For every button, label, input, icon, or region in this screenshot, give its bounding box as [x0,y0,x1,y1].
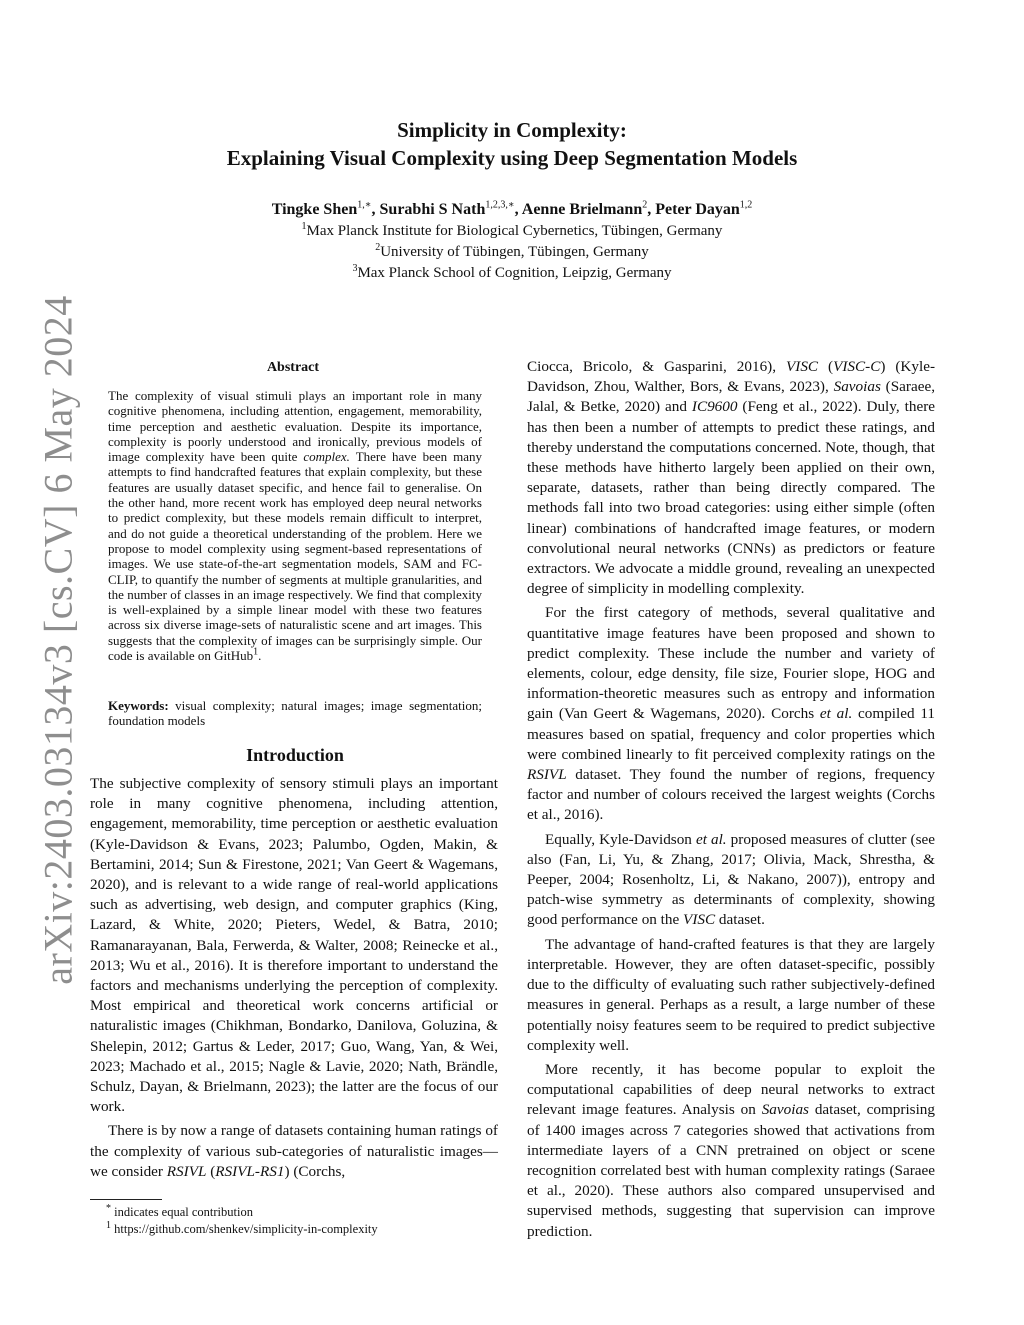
affiliation: $^3$Max Planck School of Cognition, Leipzig, Germany [352,263,672,281]
author-affil-marker: 1,2 [739,199,753,211]
footnote: $^1$ https://github.com/shenkev/simplicity-in-complexity [106,1219,378,1236]
author-name: Aenne Brielmann [521,201,643,218]
affiliation: $^1$Max Planck Institute for Biological Cybernetics, Tübingen, Germany [301,221,723,239]
paragraph: For the first category of methods, several qualitative and quantitative image features have been proposed and shown to predict complexity. These include the number and variety of elements, colour, edge density, file size, Fourier slope, HOG and information-theoretic measures such as entropy and information gain (Van Geert & Wagemans, 2020). Corchs et al. compiled 11 measures based on spatial, frequency and color properties which were combined linearly to fit perceived complexity ratings on the RSIVL dataset. They found the number of regions, frequency factor and number of colours received the largest weights (Corchs et al., 2016). [527,604,935,824]
abstract-heading: Abstract [266,360,320,375]
paragraph: Equally, Kyle-Davidson et al. proposed measures of clutter (see also (Fan, Li, Yu, & Zhang, 2017; Olivia, Mack, Shrestha, & Peeper, 2004; Rosenholtz, Li, & Nakano, 2007)), entropy and patch-wise symmetry as determinants of complexity, showing good performance on the VISC dataset. [527,830,935,929]
paper-title-line-2: Explaining Visual Complexity using Deep Segmentation Models [226,146,798,170]
paper-title-line-1: Simplicity in Complexity: [397,118,627,142]
author-affil-marker: 1,2,3,∗ [485,199,515,211]
author-name: Surabhi S Nath [379,201,486,218]
footnote: * indicates equal contribution [106,1202,253,1219]
abstract-text: The complexity of visual stimuli plays an important role in many cognitive phenomena, including attention, engagement, memorability, time perception and aesthetic evaluation. Despite its importance, complexity is poorly understood and ironically, previous models of image complexity have been quite complex. There have been many attempts to find handcrafted features that explain complexity, but these features are usually dataset specific, and hence fail to generalise. On the other hand, more recent work has employed deep neural networks to predict complexity, but these models remain difficult to interpret, and do not guide a theoretical understanding of the problem. Here we propose to model complexity using segment-based representations of images. We use state-of-the-art segmentation models, SAM and FC-CLIP, to quantify the number of segments at multiple granularities, and the number of classes in an image respectively. We find that complexity is well-explained by a simple linear model with these two features across six diverse image-sets of naturalistic scene and art images. This suggests that the complexity of images can be surprisingly simple. Our code is available on GitHub$^1$. [108,388,483,664]
paragraph: More recently, it has become popular to exploit the computational capabilities of deep neural networks to extract relevant image features. Analysis on Savoias dataset, comprising of 1400 images across 7 categories showed that activations from intermediate layers of a CNN pretrained on object or scene recognition correlated best with human complexity ratings (Saraee et al., 2020). These authors also compared unsupervised and supervised methods, suggesting that supervision can improve prediction. [527,1060,935,1240]
paragraph: The advantage of hand-crafted features is that they are largely interpretable. However, they are often dataset-specific, possibly due to the difficulty of evaluating such rather subjectively-defined measures in general. Perhaps as a result, a large number of these potentially noisy features seem to be required to predict subjective complexity well. [527,935,935,1054]
section-heading-introduction: Introduction [246,745,344,765]
paragraph: There is by now a range of datasets containing human ratings of the complexity of various sub-categories of naturalistic images—we consider RSIVL (RSIVL-RS1) (Corchs, [90,1122,498,1180]
title-block [0,116,1024,284]
paragraph: Ciocca, Bricolo, & Gasparini, 2016), VISC (VISC-C) (Kyle-Davidson, Zhou, Walther, Bors, & Evans, 2023), Savoias (Saraee, Jalal, & Betke, 2020) and IC9600 (Feng et al., 2022). Duly, there has then been a number of attempts to predict these ratings, and thereby understand the computations concerned. Note, though, that these methods have hitherto largely been applied on their own, separate, datasets, rather than being directly compared. The methods fall into two broad categories: using either simple (often linear) combinations of handcrafted image features, or modern convolutional neural networks (CNNs) as predictors or feature extractors. We advocate a middle ground, revealing an unexpected degree of simplicity in modelling complexity. [527,358,935,598]
right-column-body [527,357,935,1246]
author-affil-marker: 1,∗ [357,199,372,211]
arxiv-identifier: arXiv:2403.03134v3 [cs.CV] 6 May 2024 [35,295,81,985]
footnote-divider [90,1199,162,1200]
affiliation: $^2$University of Tübingen, Tübingen, Germany [375,242,649,260]
footnote-marker: 1 [253,646,259,658]
left-column-body [90,774,498,1186]
author-name: Tingke Shen [271,201,358,218]
author-affil-marker: 2 [642,199,648,211]
github-link[interactable]: https://github.com/shenkev/simplicity-in-complexity [111,1222,378,1236]
author-list: Tingke Shen$^{1,∗}$, Surabhi S Nath$^{1,2,3,∗}$, Aenne Brielmann$^2$, Peter Dayan$^{1,2}$ [271,199,753,218]
footnotes [106,1204,506,1238]
author-name: Peter Dayan [655,201,740,218]
paragraph: The subjective complexity of sensory stimuli plays an important role in many cognitive phenomena, including attention, engagement, memorability, time perception or aesthetic evaluation (Kyle-Davidson & Evans, 2023; Palumbo, Ogden, Makin, & Bertamini, 2014; Sun & Firestone, 2021; Van Geert & Wagemans, 2020), and is relevant to a wide range of real-world applications such as advertising, web design, and computer graphics (King, Lazard, & White, 2020; Pieters, Wedel, & Batra, 2010; Ramanarayanan, Bala, Ferwerda, & Walter, 2008; Reinecke et al., 2013; Wu et al., 2016). It is therefore important to understand the factors and mechanisms underlying the perception of complexity. Most empirical and theoretical work concerns artificial or naturalistic images (Chikhman, Bondarko, Danilova, Goluzina, & Shelepin, 2012; Gartus & Leder, 2017; Guo, Wang, Yan, & Wei, 2023; Machado et al., 2015; Nagle & Lavie, 2020; Nath, Brändle, Schulz, Dayan, & Brielmann, 2023); the latter are the focus of our work. [90,775,498,1116]
keywords: Keywords: visual complexity; natural images; image segmentation; foundation models [108,698,482,729]
